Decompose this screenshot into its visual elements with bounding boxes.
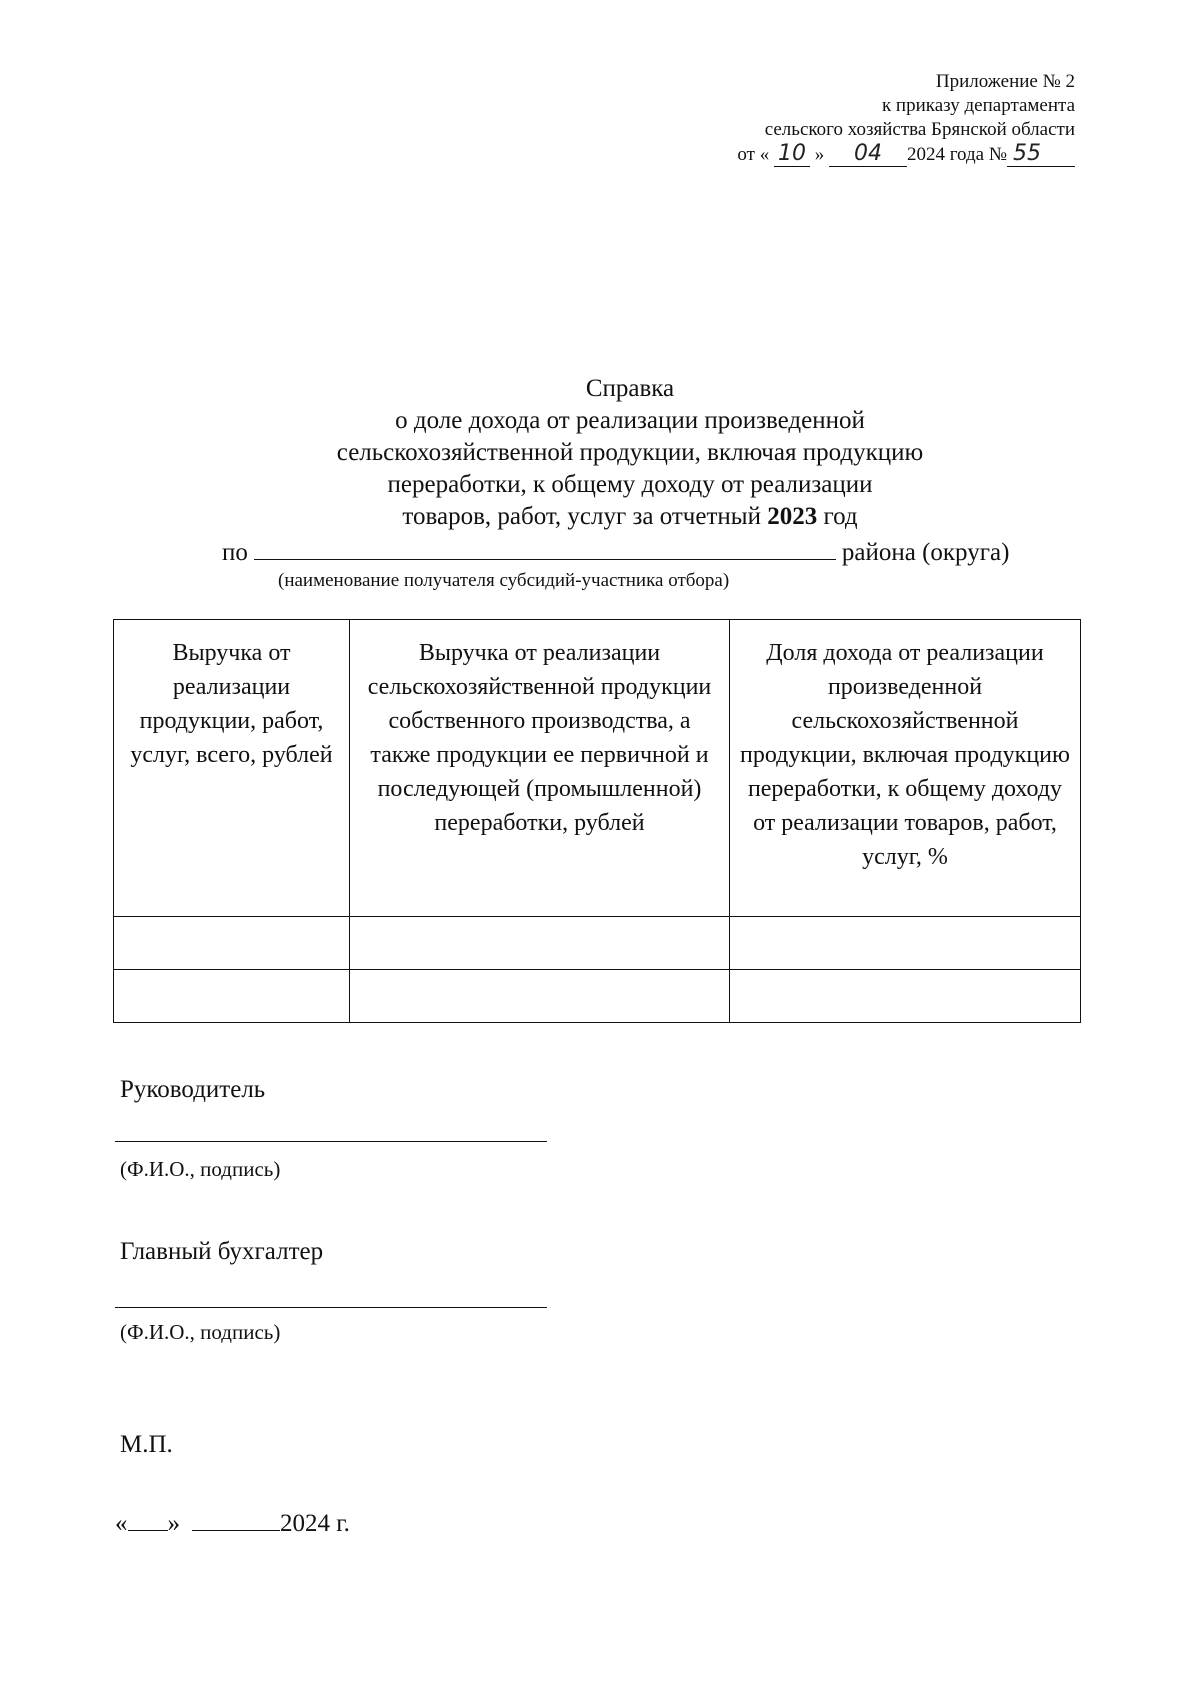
accountant-signature-hint: (Ф.И.О., подпись) <box>120 1320 281 1344</box>
recipient-name-field[interactable] <box>254 535 836 560</box>
table-cell[interactable] <box>114 917 350 970</box>
title-line-5-end: год <box>817 503 858 530</box>
recipient-line <box>222 535 1009 569</box>
table-cell[interactable] <box>350 917 730 970</box>
recipient-hint: (наименование получателя субсидий-участника отбора) <box>278 570 730 591</box>
table-cell[interactable] <box>350 970 730 1023</box>
table-cell[interactable] <box>730 970 1081 1023</box>
table-header-row <box>114 620 1081 917</box>
annex-header <box>555 70 1075 167</box>
header-agri-revenue: Выручка от реализации сельскохозяйственной продукции собственного производства, а также продукции ее первичной и последующей (промышленной) переработки, рублей <box>350 620 730 917</box>
accountant-signature-line[interactable] <box>115 1307 547 1308</box>
title-heading: Справка <box>585 375 675 402</box>
annex-title: Приложение № 2 <box>935 71 1075 92</box>
recipient-suffix: района (округа) <box>841 539 1010 566</box>
date-day-field[interactable] <box>128 1508 168 1531</box>
date-close-quote: » <box>167 1510 180 1537</box>
annex-date-line <box>555 142 1075 167</box>
report-year: 2023 <box>767 503 818 530</box>
title-line-5 <box>150 501 1110 533</box>
annex-month-handwritten: 04 <box>829 142 907 167</box>
head-signature-line[interactable] <box>115 1141 547 1142</box>
annex-order-ref: к приказу департамента <box>881 95 1075 116</box>
table-cell[interactable] <box>114 970 350 1023</box>
head-label: Руководитель <box>120 1076 266 1103</box>
title-line-5-start: товаров, работ, услуг за отчетный <box>402 503 768 530</box>
date-open-quote: « <box>115 1510 128 1537</box>
title-line-2: о доле дохода от реализации произведенной <box>395 407 865 434</box>
annex-department: сельского хозяйства Брянской области <box>764 119 1075 140</box>
table-row <box>114 917 1081 970</box>
head-signature-hint: (Ф.И.О., подпись) <box>120 1157 281 1181</box>
header-total-revenue: Выручка от реализации продукции, работ, услуг, всего, рублей <box>114 620 350 917</box>
annex-day-handwritten: 10 <box>774 142 810 167</box>
table-cell[interactable] <box>730 917 1081 970</box>
annex-number-handwritten: 55 <box>1007 142 1075 167</box>
date-year: 2024 г. <box>280 1510 350 1537</box>
document-title <box>150 373 1110 533</box>
header-income-share: Доля дохода от реализации произведенной сельскохозяйственной продукции, включая продукцию переработки, к общему доходу от реализации товаров, работ, услуг, % <box>730 620 1081 917</box>
annex-date-prefix: от « <box>737 144 770 165</box>
title-line-3: сельскохозяйственной продукции, включая продукцию <box>336 439 924 466</box>
annex-year-text: 2024 года № <box>906 144 1007 165</box>
recipient-prefix: по <box>222 539 248 566</box>
table-row <box>114 970 1081 1023</box>
signature-date <box>115 1508 350 1539</box>
date-month-field[interactable] <box>192 1508 280 1531</box>
accountant-label: Главный бухгалтер <box>120 1238 324 1265</box>
income-share-table <box>113 619 1081 1023</box>
annex-date-mid: » <box>814 144 825 165</box>
stamp-place: М.П. <box>120 1431 173 1458</box>
title-line-4: переработки, к общему доходу от реализации <box>387 471 873 498</box>
